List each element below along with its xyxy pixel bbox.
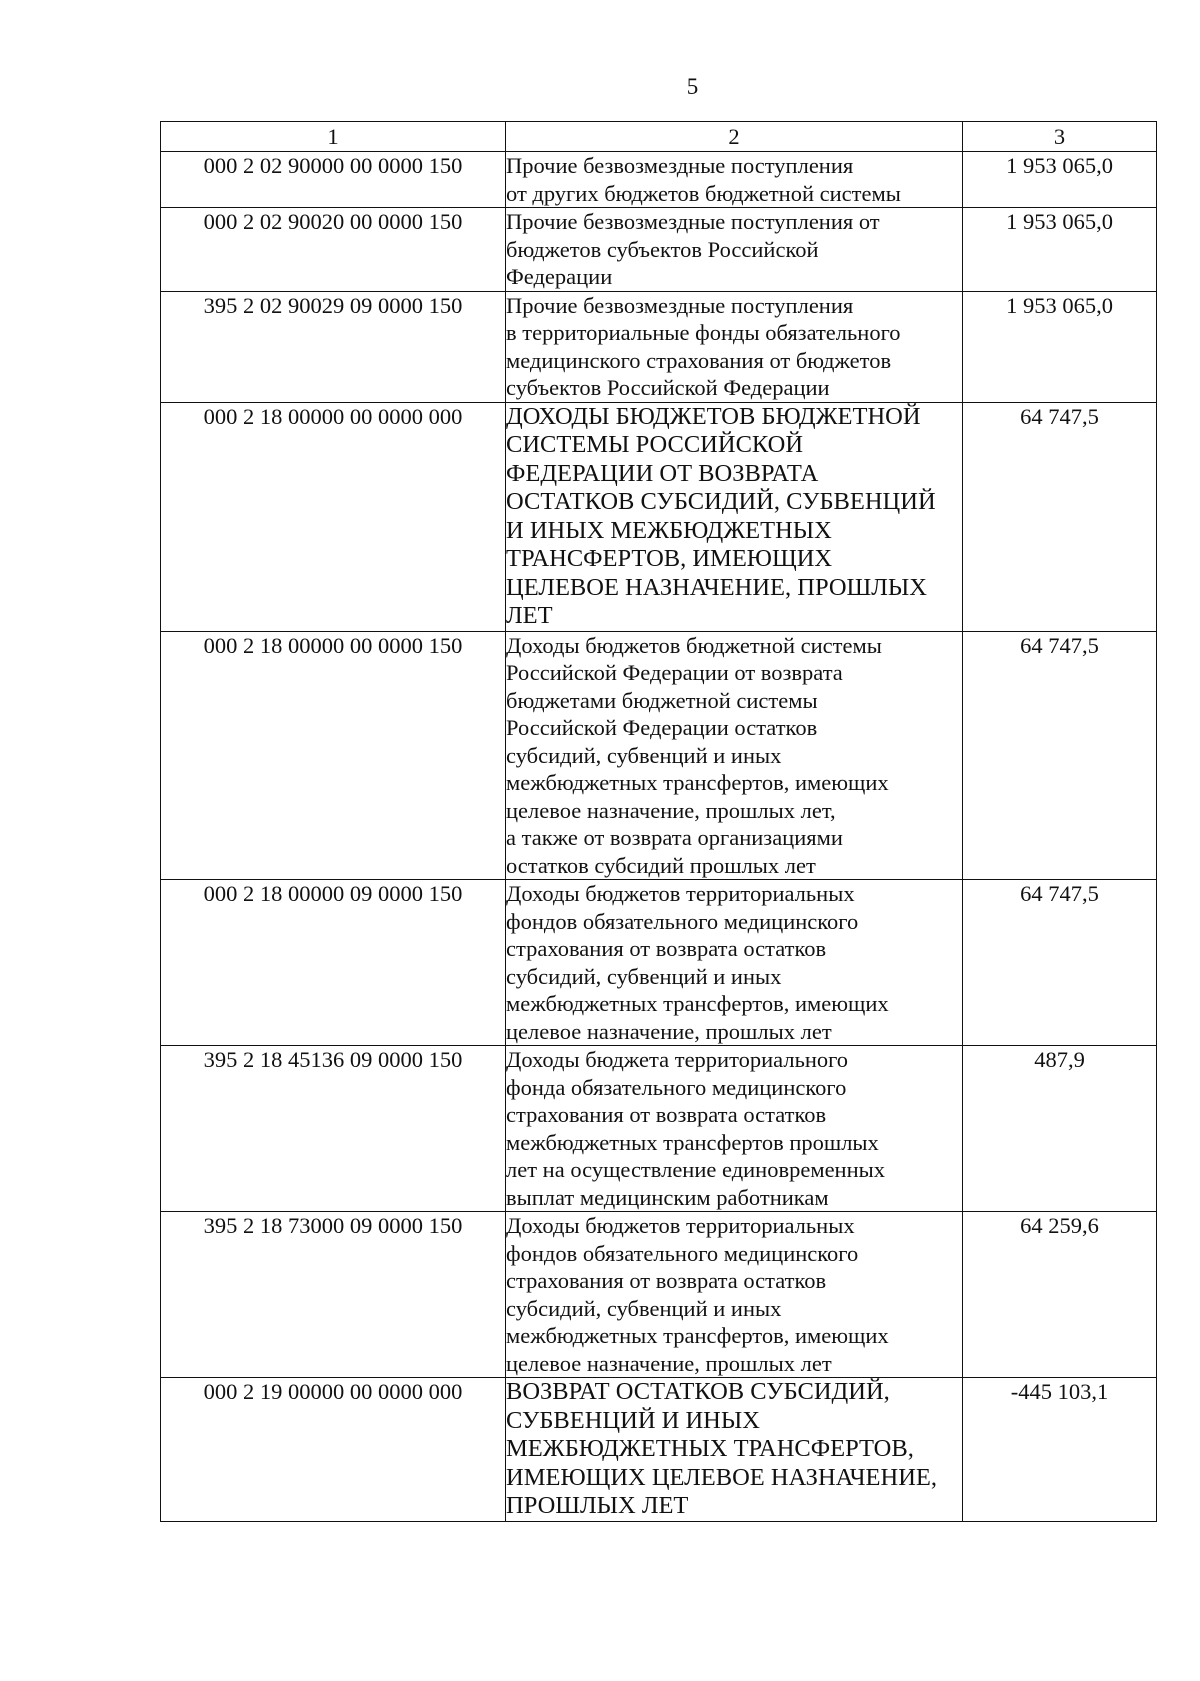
table-row [161,402,1157,631]
budget-code-cell: 395 2 18 73000 09 0000 150 [161,1212,506,1378]
amount-cell: 1 953 065,0 [963,208,1157,292]
table-row [161,1378,1157,1522]
table-header-row [161,122,1157,152]
revenue-name-cell: ВОЗВРАТ ОСТАТКОВ СУБСИДИЙ, СУБВЕНЦИЙ И ИНЫХ МЕЖБЮДЖЕТНЫХ ТРАНСФЕРТОВ, ИМЕЮЩИХ ЦЕЛЕВОЕ НАЗНАЧЕНИЕ, ПРОШЛЫХ ЛЕТ [506,1378,963,1522]
budget-code-cell: 000 2 18 00000 00 0000 000 [161,402,506,631]
table-row [161,631,1157,880]
revenue-name-cell: Доходы бюджетов территориальных фондов обязательного медицинского страхования от возврата остатков субсидий, субвенций и иных межбюджетных трансфертов, имеющих целевое назначение, прошлых лет [506,880,963,1046]
budget-code-cell: 000 2 19 00000 00 0000 000 [161,1378,506,1522]
amount-cell: 64 259,6 [963,1212,1157,1378]
budget-code-cell: 395 2 02 90029 09 0000 150 [161,291,506,402]
revenue-name-cell: ДОХОДЫ БЮДЖЕТОВ БЮДЖЕТНОЙ СИСТЕМЫ РОССИЙСКОЙ ФЕДЕРАЦИИ ОТ ВОЗВРАТА ОСТАТКОВ СУБСИДИЙ, СУБВЕНЦИЙ И ИНЫХ МЕЖБЮДЖЕТНЫХ ТРАНСФЕРТОВ, ИМЕЮЩИХ ЦЕЛЕВОЕ НАЗНАЧЕНИЕ, ПРОШЛЫХ ЛЕТ [506,402,963,631]
amount-cell: -445 103,1 [963,1378,1157,1522]
table-row [161,208,1157,292]
budget-code-cell: 000 2 02 90000 00 0000 150 [161,152,506,208]
page-number: 5 [686,74,699,99]
revenue-name-cell: Доходы бюджетов территориальных фондов обязательного медицинского страхования от возврата остатков субсидий, субвенций и иных межбюджетных трансфертов, имеющих целевое назначение, прошлых лет [506,1212,963,1378]
table-row [161,152,1157,208]
revenue-name-cell: Прочие безвозмездные поступления в территориальные фонды обязательного медицинского страхования от бюджетов субъектов Российской Федерации [506,291,963,402]
table-row [161,291,1157,402]
column-header-1: 1 [161,122,506,152]
column-header-3: 3 [963,122,1157,152]
revenue-name-cell: Доходы бюджета территориального фонда обязательного медицинского страхования от возврата остатков межбюджетных трансфертов прошлых лет на осуществление единовременных выплат медицинским работникам [506,1046,963,1212]
column-header-2: 2 [506,122,963,152]
budget-code-cell: 000 2 18 00000 00 0000 150 [161,631,506,880]
table-row [161,1212,1157,1378]
revenue-name-cell: Прочие безвозмездные поступления от бюджетов субъектов Российской Федерации [506,208,963,292]
budget-code-cell: 000 2 02 90020 00 0000 150 [161,208,506,292]
budget-code-cell: 000 2 18 00000 09 0000 150 [161,880,506,1046]
budget-code-cell: 395 2 18 45136 09 0000 150 [161,1046,506,1212]
revenue-name-cell: Доходы бюджетов бюджетной системы Российской Федерации от возврата бюджетами бюджетной системы Российской Федерации остатков субсидий, субвенций и иных межбюджетных трансфертов, имеющих целевое назначение, прошлых лет, а также от возврата организациями остатков субсидий прошлых лет [506,631,963,880]
revenue-name-cell: Прочие безвозмездные поступления от других бюджетов бюджетной системы [506,152,963,208]
amount-cell: 487,9 [963,1046,1157,1212]
amount-cell: 64 747,5 [963,402,1157,631]
amount-cell: 1 953 065,0 [963,152,1157,208]
amount-cell: 64 747,5 [963,631,1157,880]
table-row [161,1046,1157,1212]
budget-revenue-table [160,121,1157,1522]
table-row [161,880,1157,1046]
amount-cell: 64 747,5 [963,880,1157,1046]
amount-cell: 1 953 065,0 [963,291,1157,402]
